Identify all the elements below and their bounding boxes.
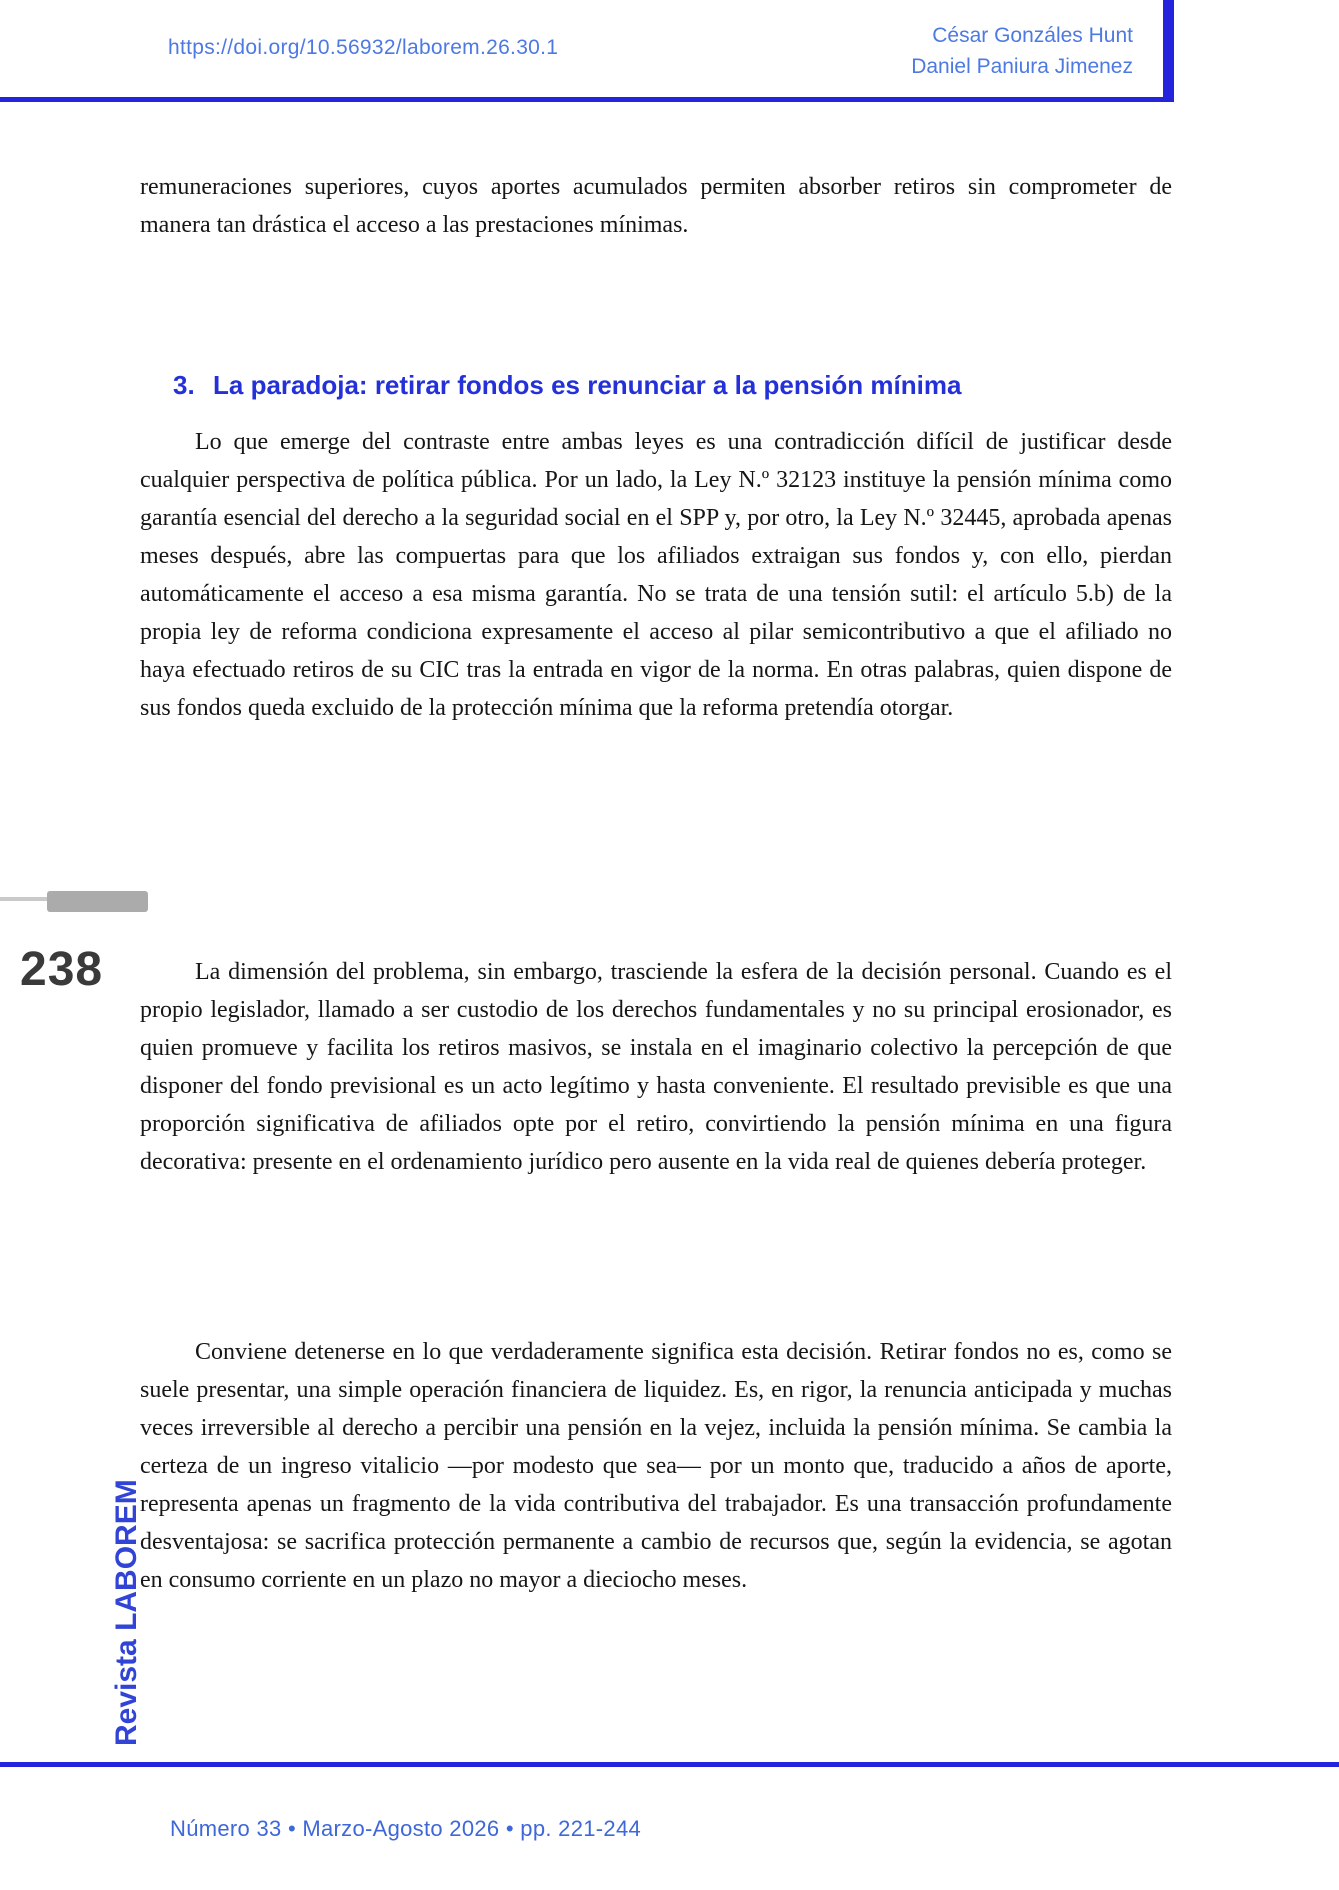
section-number: 3. — [173, 369, 195, 400]
body-paragraph: Conviene detenerse en lo que verdaderamente significa esta decisión. Retirar fondos no es, como se suele presentar, una simple operación financiera de liquidez. Es, en rigor, la renuncia anticipada y muchas veces irreversible al derecho a percibir una pensión en la vejez, incluida la pensión mínima. Se cambia la certeza de un ingreso vitalicio —por modesto que sea— por un monto que, traducido a años de aporte, representa apenas un fragmento de la vida contributiva del trabajador. Es una transacción profundamente desventajosa: se sacrifica protección permanente a cambio de recursos que, según la evidencia, se agotan en consumo corriente en un plazo no mayor a dieciocho meses. — [140, 1339, 1172, 1593]
author-name: Daniel Paniura Jimenez — [911, 55, 1133, 78]
header-corner-bar — [1163, 0, 1174, 102]
doi-link[interactable]: https://doi.org/10.56932/laborem.26.30.1 — [168, 36, 559, 59]
footer-rule — [0, 1762, 1339, 1767]
page-number: 238 — [20, 943, 104, 996]
footer-issue-info: Número 33 • Marzo-Agosto 2026 • pp. 221-244 — [170, 1816, 642, 1841]
header-authors — [911, 20, 1133, 82]
author-name: César Gonzáles Hunt — [932, 24, 1133, 47]
section-title: La paradoja: retirar fondos es renunciar a la pensión mínima — [213, 369, 962, 400]
journal-name-vertical: Revista LABOREM — [110, 1479, 143, 1746]
header-rule — [0, 97, 1174, 102]
body-paragraph: remuneraciones superiores, cuyos aportes acumulados permiten absorber retiros sin comprometer de manera tan drástica el acceso a las prestaciones mínimas. — [140, 174, 1172, 238]
section-heading — [173, 370, 1172, 401]
body-paragraph: La dimensión del problema, sin embargo, trasciende la esfera de la decisión personal. Cuando es el propio legislador, llamado a ser custodio de los derechos fundamentales y no su principal erosionador, es quien promueve y facilita los retiros masivos, se instala en el imaginario colectivo la percepción de que disponer del fondo previsional es un acto legítimo y hasta conveniente. El resultado previsible es que una proporción significativa de afiliados opte por el retiro, convirtiendo la pensión mínima en una figura decorativa: presente en el ordenamiento jurídico pero ausente en la vida real de quienes debería proteger. — [140, 959, 1172, 1175]
margin-gray-bar — [47, 891, 148, 912]
body-paragraph: Lo que emerge del contraste entre ambas leyes es una contradicción difícil de justificar desde cualquier perspectiva de política pública. Por un lado, la Ley N.º 32123 instituye la pensión mínima como garantía esencial del derecho a la seguridad social en el SPP y, por otro, la Ley N.º 32445, aprobada apenas meses después, abre las compuertas para que los afiliados extraigan sus fondos y, con ello, pierdan automáticamente el acceso a esa misma garantía. No se trata de una tensión sutil: el artículo 5.b) de la propia ley de reforma condiciona expresamente el acceso al pilar semicontributivo a que el afiliado no haya efectuado retiros de su CIC tras la entrada en vigor de la norma. En otras palabras, quien dispone de sus fondos queda excluido de la protección mínima que la reforma pretendía otorgar. — [140, 429, 1172, 721]
